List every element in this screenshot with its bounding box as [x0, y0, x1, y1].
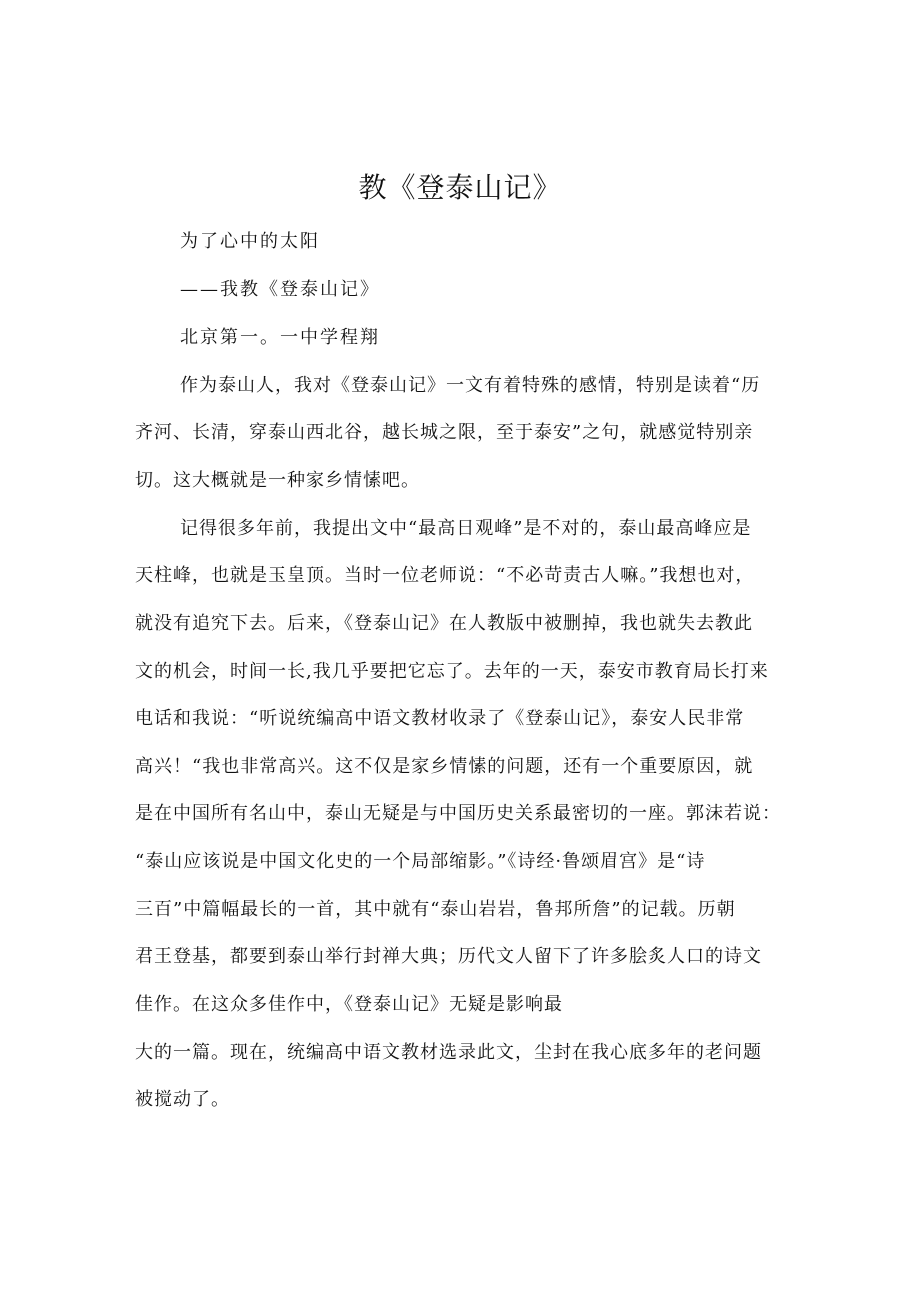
paragraph-line: 电话和我说：“听说统编高中语文教材收录了《登泰山记》，泰安人民非常	[135, 708, 745, 729]
paragraph-line: “泰山应该说是中国文化史的一个局部缩影。”《诗经·鲁颂眉宫》是“诗	[135, 851, 706, 872]
paragraph-line: 高兴！“我也非常高兴。这不仅是家乡情愫的问题，还有一个重要原因，就	[135, 756, 754, 777]
paragraph-line: 齐河、长清，穿泰山西北谷，越长城之限，至于泰安”之句，就感觉特别亲	[135, 422, 754, 443]
paragraph-line: 作为泰山人，我对《登泰山记》一文有着特殊的感情，特别是读着“历	[180, 375, 761, 396]
paragraph-line: 是在中国所有名山中，泰山无疑是与中国历史关系最密切的一座。郭沫若说：	[135, 803, 781, 824]
subtitle-secondary: ——我教《登泰山记》	[180, 279, 380, 300]
paragraph-line: 大的一篇。现在，统编高中语文教材选录此文，尘封在我心底多年的老问题	[135, 1042, 762, 1063]
subtitle: 为了心中的太阳	[180, 231, 320, 252]
paragraph-line: 文的机会，时间一长,我几乎要把它忘了。去年的一天，泰安市教育局长打来	[135, 661, 769, 682]
paragraph-line: 记得很多年前，我提出文中“最高日观峰”是不对的，泰山最高峰应是	[180, 518, 752, 539]
paragraph-line: 君王登基，都要到泰山举行封禅大典；历代文人留下了许多脍炙人口的诗文	[135, 946, 762, 967]
paragraph-line: 切。这大概就是一种家乡情愫吧。	[135, 470, 420, 491]
paragraph-line: 佳作。在这众多佳作中，《登泰山记》无疑是影响最	[135, 994, 563, 1015]
author-line: 北京第一。一中学程翔	[180, 327, 380, 348]
document-title: 教《登泰山记》	[358, 171, 562, 204]
paragraph-line: 三百”中篇幅最长的一首，其中就有“泰山岩岩，鲁邦所詹”的记载。历朝	[135, 899, 736, 920]
paragraph-line: 就没有追究下去。后来，《登泰山记》在人教版中被删掉，我也就失去教此	[135, 613, 753, 634]
paragraph-line: 天柱峰，也就是玉皇顶。当时一位老师说：“不必苛责古人嘛。”我想也对，	[135, 565, 755, 586]
paragraph-line: 被搅动了。	[135, 1089, 230, 1110]
